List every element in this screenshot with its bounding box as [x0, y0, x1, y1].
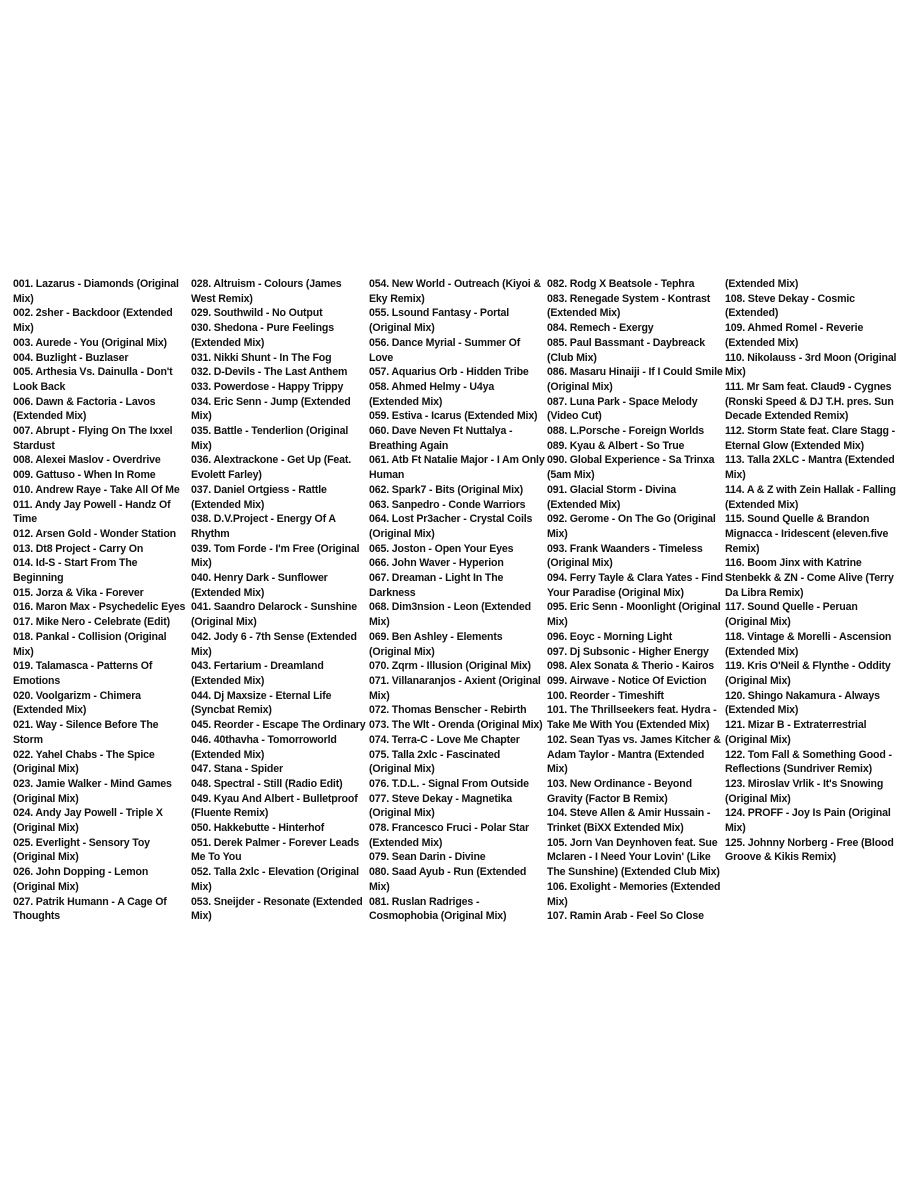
track-entry: 024. Andy Jay Powell - Triple X (Original Mix) — [13, 807, 163, 835]
track-entry: 111. Mr Sam feat. Claud9 - Cygnes (Ronski Speed & DJ T.H. pres. Sun Decade Extended Remix) — [725, 380, 894, 423]
track-entry: 025. Everlight - Sensory Toy (Original Mix) — [13, 836, 150, 864]
track-entry: 046. 40thavha - Tomorroworld (Extended Mix) — [191, 733, 337, 761]
track-entry: 015. Jorza & Vika - Forever — [13, 586, 144, 599]
tracklist-column-3 — [369, 277, 547, 924]
track-entry: (Extended Mix) — [725, 278, 799, 290]
track-entry: 106. Exolight - Memories (Extended Mix) — [547, 880, 721, 908]
track-entry: 031. Nikki Shunt - In The Fog — [191, 351, 332, 364]
track-entry: 029. Southwild - No Output — [191, 307, 323, 320]
track-entry: 047. Stana - Spider — [191, 763, 283, 776]
track-entry: 075. Talla 2xlc - Fascinated (Original Mix) — [369, 748, 501, 776]
track-entry: 122. Tom Fall & Something Good - Reflections (Sundriver Remix) — [725, 748, 892, 776]
track-entry: 091. Glacial Storm - Divina (Extended Mix) — [547, 483, 677, 511]
track-entry: 098. Alex Sonata & Therio - Kairos — [547, 660, 715, 673]
track-entry: 114. A & Z with Zein Hallak - Falling (Extended Mix) — [725, 483, 896, 511]
track-entry: 080. Saad Ayub - Run (Extended Mix) — [369, 866, 527, 893]
track-entry: 082. Rodg X Beatsole - Tephra — [547, 278, 695, 290]
track-entry: 100. Reorder - Timeshift — [547, 689, 664, 702]
track-entry: 018. Pankal - Collision (Original Mix) — [13, 630, 167, 658]
track-entry: 052. Talla 2xlc - Elevation (Original Mix) — [191, 866, 359, 893]
track-entry: 103. New Ordinance - Beyond Gravity (Factor B Remix) — [547, 777, 692, 805]
track-entry: 069. Ben Ashley - Elements (Original Mix) — [369, 630, 503, 658]
track-entry: 027. Patrik Humann - A Cage Of Thoughts — [13, 895, 167, 923]
track-entry: 026. John Dopping - Lemon (Original Mix) — [13, 866, 149, 893]
track-entry: 072. Thomas Benscher - Rebirth — [369, 704, 527, 717]
track-entry: 104. Steve Allen & Amir Hussain - Trinket (BiXX Extended Mix) — [547, 807, 711, 835]
track-entry: 092. Gerome - On The Go (Original Mix) — [547, 513, 716, 540]
track-entry: 076. T.D.L. - Signal From Outside — [369, 777, 529, 790]
track-entry: 079. Sean Darin - Divine — [369, 851, 486, 864]
track-entry: 123. Miroslav Vrlik - It's Snowing (Original Mix) — [725, 777, 884, 805]
track-entry: 093. Frank Waanders - Timeless (Original Mix) — [547, 542, 703, 570]
track-entry: 058. Ahmed Helmy - U4ya (Extended Mix) — [369, 380, 495, 408]
track-entry: 016. Maron Max - Psychedelic Eyes — [13, 601, 186, 614]
track-entry: 078. Francesco Fruci - Polar Star (Extended Mix) — [369, 822, 529, 849]
track-entry: 124. PROFF - Joy Is Pain (Original Mix) — [725, 807, 891, 835]
track-entry: 019. Talamasca - Patterns Of Emotions — [13, 660, 153, 687]
track-entry: 013. Dt8 Project - Carry On — [13, 542, 144, 555]
track-entry: 051. Derek Palmer - Forever Leads Me To You — [191, 836, 360, 864]
track-entry: 002. 2sher - Backdoor (Extended Mix) — [13, 307, 173, 335]
track-entry: 107. Ramin Arab - Feel So Close — [547, 910, 704, 923]
tracklist — [13, 277, 897, 924]
tracklist-column-4 — [547, 277, 725, 924]
track-entry: 055. Lsound Fantasy - Portal (Original Mix) — [369, 307, 510, 335]
track-entry: 011. Andy Jay Powell - Handz Of Time — [13, 498, 171, 526]
track-entry: 043. Fertarium - Dreamland (Extended Mix) — [191, 660, 324, 687]
track-entry: 041. Saandro Delarock - Sunshine (Original Mix) — [191, 601, 357, 629]
track-entry: 101. The Thrillseekers feat. Hydra - Take Me With You (Extended Mix) — [547, 704, 717, 732]
track-entry: 045. Reorder - Escape The Ordinary — [191, 719, 366, 732]
track-entry: 032. D-Devils - The Last Anthem — [191, 366, 348, 379]
track-entry: 099. Airwave - Notice Of Eviction — [547, 674, 707, 687]
track-entry: 074. Terra-C - Love Me Chapter — [369, 733, 520, 746]
track-entry: 095. Eric Senn - Moonlight (Original Mix) — [547, 601, 721, 629]
track-entry: 089. Kyau & Albert - So True — [547, 439, 685, 452]
track-entry: 118. Vintage & Morelli - Ascension (Extended Mix) — [725, 630, 892, 658]
track-entry: 060. Dave Neven Ft Nuttalya - Breathing Again — [369, 425, 513, 452]
track-entry: 034. Eric Senn - Jump (Extended Mix) — [191, 395, 351, 423]
track-entry: 115. Sound Quelle & Brandon Mignacca - Iridescent (eleven.five Remix) — [725, 513, 889, 555]
track-entry: 044. Dj Maxsize - Eternal Life (Syncbat Remix) — [191, 689, 332, 717]
track-entry: 042. Jody 6 - 7th Sense (Extended Mix) — [191, 630, 357, 658]
track-entry: 062. Spark7 - Bits (Original Mix) — [369, 483, 524, 496]
track-entry: 001. Lazarus - Diamonds (Original Mix) — [13, 278, 179, 305]
track-entry: 081. Ruslan Radriges - Cosmophobia (Original Mix) — [369, 895, 507, 923]
track-entry: 088. L.Porsche - Foreign Worlds — [547, 425, 705, 438]
track-entry: 077. Steve Dekay - Magnetika (Original Mix) — [369, 792, 513, 820]
track-entry: 050. Hakkebutte - Hinterhof — [191, 822, 325, 835]
track-entry: 038. D.V.Project - Energy Of A Rhythm — [191, 513, 336, 540]
track-entry: 033. Powerdose - Happy Trippy — [191, 380, 344, 393]
track-entry: 086. Masaru Hinaiji - If I Could Smile (Original Mix) — [547, 366, 723, 393]
track-entry: 030. Shedona - Pure Feelings (Extended Mix) — [191, 322, 334, 349]
track-entry: 064. Lost Pr3acher - Crystal Coils (Original Mix) — [369, 513, 533, 540]
track-entry: 007. Abrupt - Flying On The Ixxel Stardust — [13, 425, 173, 452]
track-entry: 009. Gattuso - When In Rome — [13, 469, 156, 482]
track-entry: 049. Kyau And Albert - Bulletproof (Fluente Remix) — [191, 792, 358, 820]
track-entry: 090. Global Experience - Sa Trinxa (5am Mix) — [547, 454, 715, 482]
track-entry: 056. Dance Myrial - Summer Of Love — [369, 336, 521, 364]
track-entry: 003. Aurede - You (Original Mix) — [13, 336, 167, 349]
track-entry: 039. Tom Forde - I'm Free (Original Mix) — [191, 542, 360, 570]
track-entry: 057. Aquarius Orb - Hidden Tribe — [369, 366, 529, 379]
track-entry: 054. New World - Outreach (Kiyoi & Eky Remix) — [369, 278, 541, 305]
track-entry: 117. Sound Quelle - Peruan (Original Mix) — [725, 601, 858, 629]
tracklist-column-2 — [191, 277, 369, 924]
track-entry: 008. Alexei Maslov - Overdrive — [13, 454, 161, 467]
track-entry: 110. Nikolauss - 3rd Moon (Original Mix) — [725, 351, 897, 379]
track-entry: 048. Spectral - Still (Radio Edit) — [191, 777, 343, 790]
track-entry: 119. Kris O'Neil & Flynthe - Oddity (Original Mix) — [725, 660, 891, 687]
track-entry: 020. Voolgarizm - Chimera (Extended Mix) — [13, 689, 141, 717]
track-entry: 061. Atb Ft Natalie Major - I Am Only Human — [369, 454, 545, 482]
track-entry: 037. Daniel Ortgiess - Rattle (Extended Mix) — [191, 483, 327, 511]
track-entry: 012. Arsen Gold - Wonder Station — [13, 527, 176, 540]
track-entry: 040. Henry Dark - Sunflower (Extended Mix) — [191, 572, 328, 599]
track-entry: 035. Battle - Tenderlion (Original Mix) — [191, 425, 349, 452]
track-entry: 116. Boom Jinx with Katrine Stenbekk & ZN - Come Alive (Terry Da Libra Remix) — [725, 557, 894, 599]
track-entry: 121. Mizar B - Extraterrestrial (Original Mix) — [725, 719, 867, 746]
track-entry: 067. Dreaman - Light In The Darkness — [369, 572, 504, 599]
track-entry: 087. Luna Park - Space Melody (Video Cut) — [547, 395, 698, 423]
track-entry: 085. Paul Bassmant - Daybreack (Club Mix) — [547, 336, 706, 364]
track-entry: 065. Joston - Open Your Eyes — [369, 542, 514, 555]
track-entry: 102. Sean Tyas vs. James Kitcher & Adam Taylor - Mantra (Extended Mix) — [547, 733, 721, 776]
track-entry: 094. Ferry Tayle & Clara Yates - Find Your Paradise (Original Mix) — [547, 572, 724, 599]
track-entry: 028. Altruism - Colours (James West Remix) — [191, 278, 342, 305]
track-entry: 053. Sneijder - Resonate (Extended Mix) — [191, 895, 363, 923]
track-entry: 010. Andrew Raye - Take All Of Me — [13, 483, 180, 496]
track-entry: 105. Jorn Van Deynhoven feat. Sue Mclaren - I Need Your Lovin' (Like The Sunshine) (Extended Club Mix) — [547, 836, 720, 879]
track-entry: 073. The Wlt - Orenda (Original Mix) — [369, 719, 543, 732]
track-entry: 108. Steve Dekay - Cosmic (Extended) — [725, 292, 855, 320]
track-entry: 036. Alextrackone - Get Up (Feat. Evolett Farley) — [191, 454, 352, 482]
track-entry: 070. Zqrm - Illusion (Original Mix) — [369, 660, 531, 673]
track-entry: 023. Jamie Walker - Mind Games (Original Mix) — [13, 777, 172, 805]
track-entry: 113. Talla 2XLC - Mantra (Extended Mix) — [725, 454, 895, 482]
track-entry: 017. Mike Nero - Celebrate (Edit) — [13, 616, 170, 629]
track-entry: 021. Way - Silence Before The Storm — [13, 719, 159, 746]
track-entry: 109. Ahmed Romel - Reverie (Extended Mix) — [725, 322, 864, 349]
track-entry: 006. Dawn & Factoria - Lavos (Extended Mix) — [13, 395, 156, 423]
tracklist-column-1 — [13, 277, 191, 924]
track-entry: 084. Remech - Exergy — [547, 322, 654, 335]
track-entry: 083. Renegade System - Kontrast (Extended Mix) — [547, 292, 711, 320]
track-entry: 063. Sanpedro - Conde Warriors — [369, 498, 526, 511]
track-entry: 066. John Waver - Hyperion — [369, 557, 504, 570]
track-entry: 004. Buzlight - Buzlaser — [13, 351, 129, 364]
track-entry: 125. Johnny Norberg - Free (Blood Groove & Kikis Remix) — [725, 836, 894, 864]
track-entry: 059. Estiva - Icarus (Extended Mix) — [369, 410, 538, 423]
track-entry: 005. Arthesia Vs. Dainulla - Don't Look Back — [13, 366, 173, 393]
tracklist-column-5 — [725, 277, 900, 924]
track-entry: 096. Eoyc - Morning Light — [547, 630, 673, 643]
track-entry: 097. Dj Subsonic - Higher Energy — [547, 645, 709, 658]
track-entry: 071. Villanaranjos - Axient (Original Mix) — [369, 674, 541, 702]
track-entry: 120. Shingo Nakamura - Always (Extended Mix) — [725, 689, 880, 717]
track-entry: 068. Dim3nsion - Leon (Extended Mix) — [369, 601, 531, 629]
track-entry: 014. Id-S - Start From The Beginning — [13, 557, 138, 585]
track-entry: 022. Yahel Chabs - The Spice (Original Mix) — [13, 748, 155, 776]
track-entry: 112. Storm State feat. Clare Stagg - Eternal Glow (Extended Mix) — [725, 425, 896, 452]
